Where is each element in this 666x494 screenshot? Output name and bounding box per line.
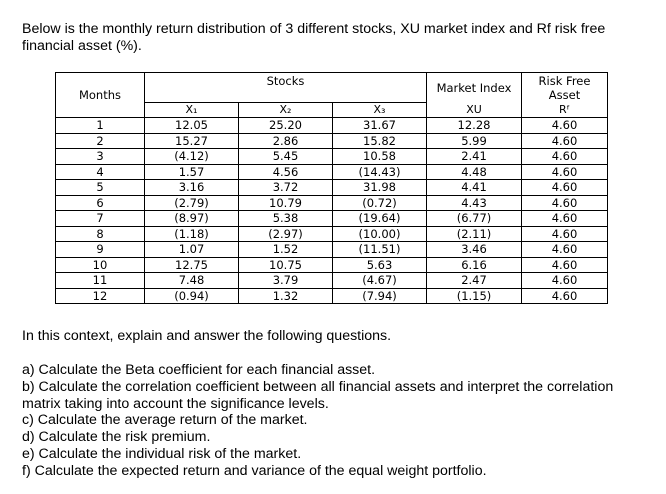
table-row [56,164,608,180]
cell-xu: 4.41 [427,180,522,196]
cell-rf: 4.60 [522,164,608,180]
cell-rf: 4.60 [522,133,608,149]
cell-rf: 4.60 [522,273,608,289]
cell-x1: 7.48 [145,273,239,289]
cell-x1: (4.12) [145,149,239,165]
col-header-x3: X₃ [333,103,427,118]
cell-month: 9 [56,242,145,258]
table-body [56,118,608,304]
cell-xu: 2.41 [427,149,522,165]
cell-month: 1 [56,118,145,134]
cell-rf: 4.60 [522,149,608,165]
cell-x3: (7.94) [333,288,427,304]
cell-x3: (0.72) [333,195,427,211]
cell-xu: 3.46 [427,242,522,258]
cell-month: 8 [56,226,145,242]
cell-x2: 25.20 [239,118,333,134]
cell-x2: (2.97) [239,226,333,242]
cell-x2: 5.45 [239,149,333,165]
questions-list [22,362,652,480]
cell-xu: 2.47 [427,273,522,289]
table-row [56,226,608,242]
returns-table [55,72,608,304]
cell-x3: (14.43) [333,164,427,180]
cell-x1: 1.07 [145,242,239,258]
cell-x2: 2.86 [239,133,333,149]
cell-x3: 31.67 [333,118,427,134]
cell-rf: 4.60 [522,242,608,258]
returns-table-wrapper [55,72,608,304]
context-text: In this context, explain and answer the following questions. [22,328,392,344]
table-row [56,257,608,273]
cell-month: 7 [56,211,145,227]
cell-rf: 4.60 [522,226,608,242]
cell-rf: 4.60 [522,288,608,304]
question-d: d) Calculate the risk premium. [22,429,211,446]
cell-month: 10 [56,257,145,273]
cell-month: 6 [56,195,145,211]
cell-x2: 4.56 [239,164,333,180]
cell-month: 5 [56,180,145,196]
question-e: e) Calculate the individual risk of the market. [22,445,302,462]
table-row [56,180,608,196]
cell-xu: 6.16 [427,257,522,273]
cell-x3: 5.63 [333,257,427,273]
months-header: Months [56,73,145,118]
cell-x2: 3.79 [239,273,333,289]
cell-x1: 12.75 [145,257,239,273]
question-b: b) Calculate the correlation coefficient between all financial assets and interpret the correlation matrix taking into account the significance levels. [22,378,614,412]
cell-x1: 12.05 [145,118,239,134]
question-c: c) Calculate the average return of the market. [22,412,308,429]
cell-xu: 4.48 [427,164,522,180]
cell-rf: 4.60 [522,180,608,196]
cell-xu: 12.28 [427,118,522,134]
cell-xu: 4.43 [427,195,522,211]
col-header-rf: Rᶠ [522,103,608,118]
cell-x2: 10.75 [239,257,333,273]
cell-x3: (10.00) [333,226,427,242]
cell-x3: (4.67) [333,273,427,289]
cell-x2: 5.38 [239,211,333,227]
market-index-header: Market Index [427,73,522,103]
cell-x3: 15.82 [333,133,427,149]
cell-month: 4 [56,164,145,180]
cell-xu: (6.77) [427,211,522,227]
cell-x1: (1.18) [145,226,239,242]
stocks-header: Stocks [145,73,427,103]
cell-x1: (0.94) [145,288,239,304]
col-header-x2: X₂ [239,103,333,118]
table-row [56,211,608,227]
cell-x1: (2.79) [145,195,239,211]
cell-month: 11 [56,273,145,289]
table-row [56,149,608,165]
cell-x3: 10.58 [333,149,427,165]
risk-free-header: Risk Free Asset [522,73,608,103]
cell-rf: 4.60 [522,195,608,211]
table-row [56,133,608,149]
cell-month: 3 [56,149,145,165]
cell-month: 12 [56,288,145,304]
cell-x1: (8.97) [145,211,239,227]
cell-x2: 3.72 [239,180,333,196]
cell-x1: 15.27 [145,133,239,149]
col-header-xu: XU [427,103,522,118]
cell-rf: 4.60 [522,257,608,273]
table-row [56,118,608,134]
cell-x3: 31.98 [333,180,427,196]
cell-x1: 3.16 [145,180,239,196]
table-row [56,242,608,258]
table-row [56,195,608,211]
question-a: a) Calculate the Beta coefficient for each financial asset. [22,362,376,378]
intro-text: Below is the monthly return distribution of 3 different stocks, XU market index and Rf risk free financial asset (%). [22,21,606,54]
cell-xu: (1.15) [427,288,522,304]
cell-x2: 1.32 [239,288,333,304]
cell-month: 2 [56,133,145,149]
table-row [56,273,608,289]
cell-x3: (19.64) [333,211,427,227]
cell-xu: 5.99 [427,133,522,149]
cell-x2: 1.52 [239,242,333,258]
cell-rf: 4.60 [522,211,608,227]
question-f: f) Calculate the expected return and variance of the equal weight portfolio. [22,462,487,479]
cell-x3: (11.51) [333,242,427,258]
col-header-x1: X₁ [145,103,239,118]
table-row [56,288,608,304]
cell-rf: 4.60 [522,118,608,134]
cell-xu: (2.11) [427,226,522,242]
cell-x2: 10.79 [239,195,333,211]
cell-x1: 1.57 [145,164,239,180]
